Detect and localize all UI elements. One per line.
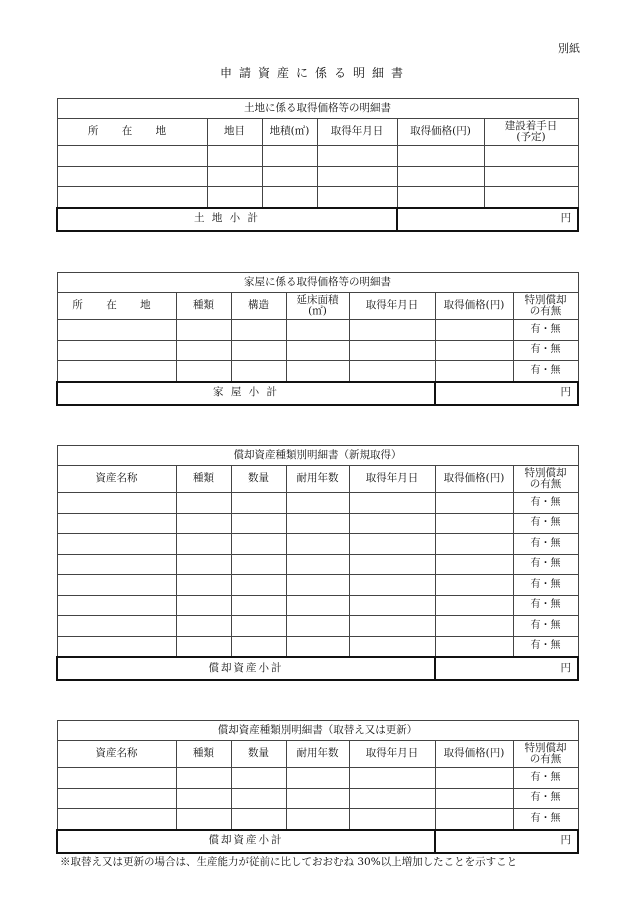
table-row xyxy=(57,575,578,596)
header-special-depreciation: 特別償却 の有無 xyxy=(513,293,578,320)
header-asset-name: 資産名称 xyxy=(57,466,176,493)
depreciable-new-caption: 償却資産種類別明細書（新規取得） xyxy=(57,446,578,466)
table-row xyxy=(57,340,578,361)
yes-no-option[interactable]: 有・無 xyxy=(513,493,578,514)
header-quantity: 数量 xyxy=(231,466,286,493)
yes-no-option[interactable]: 有・無 xyxy=(513,361,578,382)
yes-no-option[interactable]: 有・無 xyxy=(513,768,578,789)
depreciable-replace-caption: 償却資産種類別明細書（取替え又は更新） xyxy=(57,721,578,741)
table-row xyxy=(57,616,578,637)
header-acquisition-date: 取得年月日 xyxy=(349,466,435,493)
yes-no-option[interactable]: 有・無 xyxy=(513,340,578,361)
header-useful-life: 耐用年数 xyxy=(286,741,349,768)
depreciable-new-subtotal-label: 償却資産小計 xyxy=(57,657,435,680)
yes-no-option[interactable]: 有・無 xyxy=(513,809,578,830)
header-acquisition-price: 取得価格(円) xyxy=(397,119,484,146)
table-row xyxy=(57,493,578,514)
table-row xyxy=(57,146,578,167)
house-table xyxy=(56,272,579,406)
house-subtotal-label: 家 屋 小 計 xyxy=(57,382,435,405)
header-acquisition-price: 取得価格(円) xyxy=(435,741,513,768)
header-structure: 構造 xyxy=(231,293,286,320)
table-row xyxy=(57,166,578,187)
land-subtotal-label: 土 地 小 計 xyxy=(57,208,397,231)
header-acquisition-price: 取得価格(円) xyxy=(435,293,513,320)
table-row xyxy=(57,595,578,616)
header-asset-name: 資産名称 xyxy=(57,741,176,768)
land-table xyxy=(56,98,579,232)
header-acquisition-date: 取得年月日 xyxy=(317,119,397,146)
table-row xyxy=(57,320,578,341)
table-row xyxy=(57,513,578,534)
table-row xyxy=(57,187,578,208)
header-location: 所 在 地 xyxy=(57,293,176,320)
yes-no-option[interactable]: 有・無 xyxy=(513,575,578,596)
yes-no-option[interactable]: 有・無 xyxy=(513,513,578,534)
header-floor-area: 延床面積 (㎡) xyxy=(286,293,349,320)
header-land-area: 地積(㎡) xyxy=(262,119,317,146)
header-type: 種類 xyxy=(176,466,231,493)
header-useful-life: 耐用年数 xyxy=(286,466,349,493)
depreciable-new-subtotal-amount[interactable]: 円 xyxy=(435,657,578,680)
depreciable-replace-subtotal-label: 償却資産小計 xyxy=(57,830,435,853)
depreciable-new-table xyxy=(56,445,579,681)
yes-no-option[interactable]: 有・無 xyxy=(513,534,578,555)
table-row xyxy=(57,809,578,830)
header-type: 種類 xyxy=(176,741,231,768)
footnote: ※取替え又は更新の場合は、生産能力が従前に比しておおむね 30%以上増加したことを示すこと xyxy=(60,856,518,868)
depreciable-replace-subtotal-amount[interactable]: 円 xyxy=(435,830,578,853)
house-subtotal-amount[interactable]: 円 xyxy=(435,382,578,405)
land-table-caption: 土地に係る取得価格等の明細書 xyxy=(57,99,578,119)
house-table-caption: 家屋に係る取得価格等の明細書 xyxy=(57,273,578,293)
header-acquisition-date: 取得年月日 xyxy=(349,741,435,768)
land-subtotal-amount[interactable]: 円 xyxy=(397,208,578,231)
depreciable-replace-table xyxy=(56,720,579,854)
table-row xyxy=(57,788,578,809)
header-land-category: 地目 xyxy=(207,119,262,146)
yes-no-option[interactable]: 有・無 xyxy=(513,320,578,341)
header-acquisition-price: 取得価格(円) xyxy=(435,466,513,493)
table-row xyxy=(57,361,578,382)
table-row xyxy=(57,554,578,575)
yes-no-option[interactable]: 有・無 xyxy=(513,595,578,616)
table-row xyxy=(57,534,578,555)
header-type: 種類 xyxy=(176,293,231,320)
header-special-depreciation: 特別償却 の有無 xyxy=(513,741,578,768)
table-row xyxy=(57,636,578,657)
header-location: 所 在 地 xyxy=(57,119,207,146)
yes-no-option[interactable]: 有・無 xyxy=(513,616,578,637)
header-quantity: 数量 xyxy=(231,741,286,768)
attachment-label: 別紙 xyxy=(558,42,580,55)
yes-no-option[interactable]: 有・無 xyxy=(513,554,578,575)
header-acquisition-date: 取得年月日 xyxy=(349,293,435,320)
table-row xyxy=(57,768,578,789)
header-construction-start: 建設着手日 (予定) xyxy=(484,119,578,146)
yes-no-option[interactable]: 有・無 xyxy=(513,636,578,657)
document-title: 申請資産に係る明細書 xyxy=(219,66,410,80)
yes-no-option[interactable]: 有・無 xyxy=(513,788,578,809)
header-special-depreciation: 特別償却 の有無 xyxy=(513,466,578,493)
